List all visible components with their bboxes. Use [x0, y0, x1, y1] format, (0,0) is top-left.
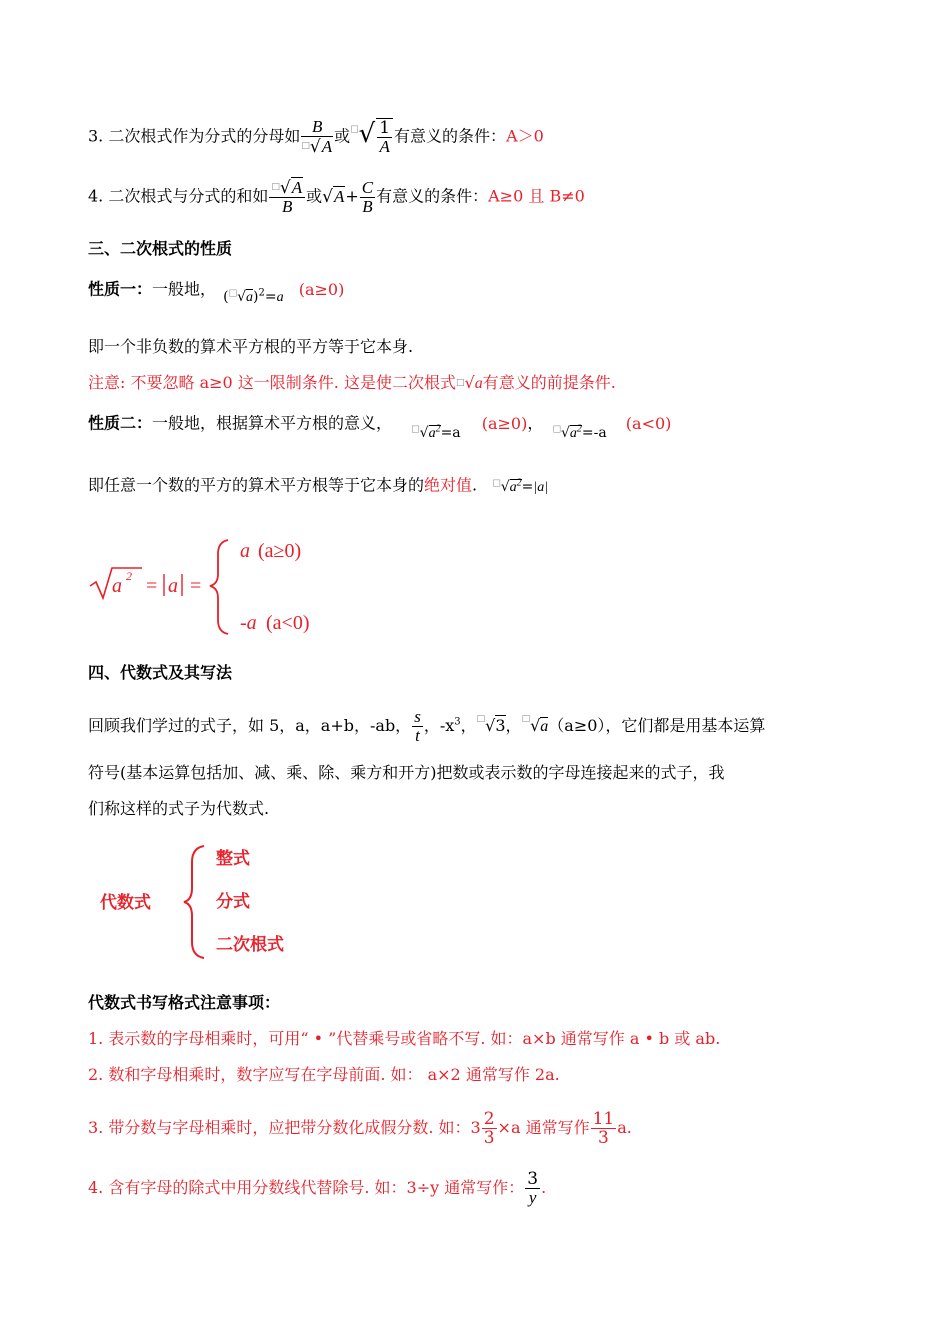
property-1-explanation: 即一个非负数的算术平方根的平方等于它本身.	[88, 337, 414, 356]
sqrt-one-over-a: □√ $\frac{1}{A}$	[350, 127, 394, 147]
condition-line-sum: 4. 二次根式与分式的和如 $\frac{^□√A}{B}$ 或√A+ $\frac{C}{B}$ 有意义的条件：A≥0 且 B≠0	[88, 177, 585, 216]
section-3-title: 三、二次根式的性质	[88, 239, 233, 258]
case2-value: -a	[240, 612, 257, 634]
property-1: 性质一：一般地， $(^□√a)^2=a$ (a≥0)	[88, 279, 345, 305]
formula-abs-a: a	[168, 575, 178, 597]
diagram-child-radical: 二次根式	[216, 935, 284, 955]
formula-lhs-a: a	[112, 575, 122, 597]
formula-brace	[210, 540, 228, 634]
property-2: 性质二：一般地，根据算术平方根的意义， $^□√a^2=a$ (a≥0)， $^□√a^2=-a$ (a<0)	[88, 413, 672, 441]
condition-a-b: A≥0 且 B≠0	[488, 186, 585, 206]
absolute-value-term: 绝对值	[424, 475, 473, 495]
diagram-root: 代数式	[100, 893, 151, 913]
diagram-brace	[184, 846, 204, 958]
diagram-child-integral: 整式	[216, 849, 250, 869]
rule-1: 1. 表示数的字母相乘时，可用“ • ”代替乘号或省略不写. 如：a×b 通常写作 a • b 或 ab.	[88, 1029, 721, 1048]
fraction-b-over-sqrt-a: $\frac{B}{^□√A}$	[301, 117, 333, 157]
diagram-child-fractional: 分式	[216, 892, 250, 912]
property-2-explanation: 即任意一个数的平方的算术平方根等于它本身的绝对值. $^□√a^2=|a|$	[88, 475, 549, 495]
fraction-sqrt-a-over-b: $\frac{^□√A}{B}$	[269, 178, 305, 216]
case1-condition: (a≥0)	[258, 540, 302, 562]
algebraic-expression-diagram	[88, 842, 348, 964]
notes-title: 代数式书写格式注意事项：	[88, 993, 281, 1012]
fraction-c-over-b: $\frac{C}{B}$	[361, 177, 374, 216]
rule-3: 3. 带分数与字母相乘时，应把带分数化成假分数. 如：3 $\frac{2}{3}$ ×a 通常写作 $\frac{11}{3}$ a.	[88, 1109, 632, 1148]
formula-eq1: =	[146, 575, 158, 597]
case1-value: a	[240, 540, 250, 562]
formula-lhs-exp: 2	[126, 569, 132, 583]
case2-condition: (a<0)	[266, 612, 310, 634]
condition-line-fraction-denominator: 3. 二次根式作为分式的分母如 $\frac{B}{^□√A}$ 或□√ $\frac{1}{A}$ 有意义的条件：A＞0	[88, 117, 544, 157]
rule-2: 2. 数和字母相乘时，数字应写在字母前面. 如： a×2 通常写作 2a.	[88, 1065, 560, 1084]
review-line-1: 回顾我们学过的式子，如 5，a，a+b，-ab， $\frac{s}{t}$ ，$-x^3$，□√3，□√a（a≥0），它们都是用基本运算	[88, 707, 766, 745]
review-line-2: 符号(基本运算包括加、减、乘、除、乘方和开方)把数或表示数的字母连接起来的式子，我	[88, 763, 725, 782]
section-4-title: 四、代数式及其写法	[88, 663, 233, 682]
sqrt-abs-piecewise-formula	[88, 536, 448, 636]
condition-a-positive: A＞0	[506, 126, 544, 146]
rule-4: 4. 含有字母的除式中用分数线代替除号. 如：3÷y 通常写作： $\frac{3}{y}$ .	[88, 1169, 547, 1207]
formula-eq2: =	[190, 575, 202, 597]
formula-sqrt-a-squared: $(^□√a)^2=a$	[223, 287, 284, 305]
note-line: 注意: 不要忽略 a≥0 这一限制条件. 这是使二次根式□√a有意义的前提条件.	[88, 373, 616, 392]
review-line-3: 们称这样的式子为代数式.	[88, 799, 270, 818]
